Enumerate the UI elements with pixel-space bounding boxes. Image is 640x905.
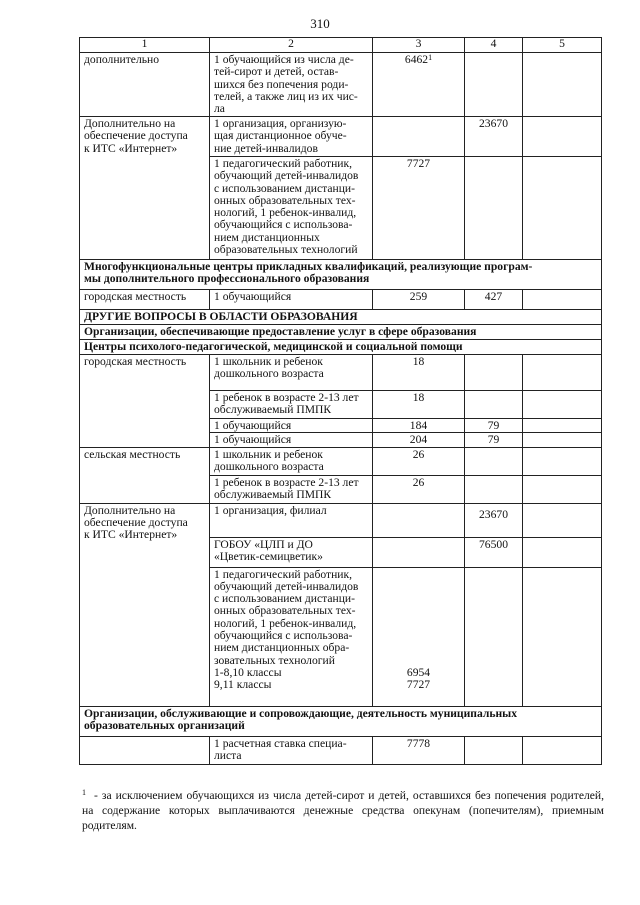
row-value-3 — [373, 117, 465, 157]
row-value-5 — [523, 290, 602, 310]
row-category — [80, 736, 210, 764]
row-category: городская местность — [80, 355, 210, 448]
table-row — [80, 53, 602, 117]
row-unit: 1 обучающийся — [210, 433, 373, 447]
row-value-4 — [465, 157, 523, 260]
row-value-4: 79 — [465, 419, 523, 433]
footnote-ref: 1 — [428, 53, 433, 62]
row-value-4 — [465, 567, 523, 706]
section-heading: Центры психолого-педагогической, медицинской и социальной помощи — [80, 340, 602, 355]
row-value-5 — [523, 736, 602, 764]
row-value-3: 18 — [373, 355, 465, 391]
row-unit: 1 педагогический работник, обучающий детей-инвалидов с использованием дистанци- онных образовательных тех- нологий, 1 ребенок-инвалид, обучающийся с использова- нием дистанционных образовательных технологий — [210, 157, 373, 260]
row-value-4 — [465, 53, 523, 117]
row-value-4 — [465, 355, 523, 391]
row-value-3: 184 — [373, 419, 465, 433]
table-row — [80, 447, 602, 475]
row-value-5 — [523, 537, 602, 567]
row-value-5 — [523, 447, 602, 475]
row-value-3: 26 — [373, 475, 465, 503]
row-value-4: 427 — [465, 290, 523, 310]
header-cell-1: 1 — [80, 38, 210, 53]
row-unit: 1 школьник и ребенок дошкольного возраста — [210, 447, 373, 475]
row-value-4 — [465, 447, 523, 475]
row-value-4: 23670 — [465, 503, 523, 537]
footnote-mark: 1 — [82, 788, 86, 797]
row-value-4 — [465, 391, 523, 419]
header-cell-3: 3 — [373, 38, 465, 53]
footnote-text: - за исключением обучающихся из числа детей-сирот и детей, оставшихся без попечения родителей, на содержание которых выплачиваются денежные средства опекунам (попечителям), приемным родителям. — [82, 789, 604, 832]
header-row — [80, 38, 602, 53]
row-value-4 — [465, 475, 523, 503]
row-value-3: 7727 — [373, 157, 465, 260]
row-unit: 1 обучающийся — [210, 290, 373, 310]
row-value-5 — [523, 433, 602, 447]
row-unit: 1 обучающийся из числа де- тей-сирот и детей, остав- шихся без попечения роди- телей, а также лиц из их чис- ла — [210, 53, 373, 117]
row-value-5 — [523, 475, 602, 503]
section-heading: Многофункциональные центры прикладных квалификаций, реализующие програм- мы дополнительного профессионального образования — [80, 260, 602, 290]
section-heading: ДРУГИЕ ВОПРОСЫ В ОБЛАСТИ ОБРАЗОВАНИЯ — [80, 310, 602, 325]
header-cell-4: 4 — [465, 38, 523, 53]
row-value-3: 26 — [373, 447, 465, 475]
row-unit: 1 педагогический работник, обучающий детей-инвалидов с использованием дистанци- онных образовательных тех- нологий, 1 ребенок-инвалид, обучающийся с использова- нием дистанционных обра- зовательных технологий 1-8,10 классы 9,11 классы — [210, 567, 373, 706]
row-value-5 — [523, 567, 602, 706]
row-category: городская местность — [80, 290, 210, 310]
value: 6462 — [404, 53, 429, 66]
header-cell-5: 5 — [523, 38, 602, 53]
section-row — [80, 340, 602, 355]
row-value-5 — [523, 117, 602, 157]
row-value-4: 76500 — [465, 537, 523, 567]
row-value-4: 23670 — [465, 117, 523, 157]
section-heading: Организации, обслуживающие и сопровождающие, деятельность муниципальных образовательных организаций — [80, 706, 602, 736]
row-unit: 1 обучающийся — [210, 419, 373, 433]
page-number: 310 — [310, 16, 330, 31]
row-unit: 1 ребенок в возрасте 2-13 лет обслуживаемый ПМПК — [210, 475, 373, 503]
row-category: дополнительно — [80, 53, 210, 117]
section-row — [80, 706, 602, 736]
header-cell-2: 2 — [210, 38, 373, 53]
row-value-5 — [523, 355, 602, 391]
row-unit: 1 расчетная ставка специа- листа — [210, 736, 373, 764]
row-value-3 — [373, 537, 465, 567]
table-row — [80, 503, 602, 537]
section-row — [80, 260, 602, 290]
row-value-3: 18 — [373, 391, 465, 419]
table-row — [80, 117, 602, 157]
row-value-3: 6954 7727 — [373, 567, 465, 706]
row-value-3 — [373, 53, 465, 117]
row-unit: 1 организация, филиал — [210, 503, 373, 537]
section-heading: Организации, обеспечивающие предоставление услуг в сфере образования — [80, 325, 602, 340]
row-unit: ГОБОУ «ЦЛП и ДО «Цветик-семицветик» — [210, 537, 373, 567]
row-value-5 — [523, 53, 602, 117]
footnote — [82, 788, 604, 833]
row-value-3 — [373, 503, 465, 537]
table-row — [80, 736, 602, 764]
row-unit: 1 школьник и ребенок дошкольного возраста — [210, 355, 373, 391]
row-value-5 — [523, 419, 602, 433]
row-unit: 1 ребенок в возрасте 2-13 лет обслуживаемый ПМПК — [210, 391, 373, 419]
row-category: Дополнительно на обеспечение доступа к ИТС «Интернет» — [80, 503, 210, 706]
row-value-3: 204 — [373, 433, 465, 447]
section-row — [80, 310, 602, 325]
row-category: сельская местность — [80, 447, 210, 503]
section-row — [80, 325, 602, 340]
row-value-3: 7778 — [373, 736, 465, 764]
budget-table — [79, 37, 602, 765]
row-value-4 — [465, 736, 523, 764]
row-value-5 — [523, 157, 602, 260]
table-row — [80, 355, 602, 391]
row-value-5 — [523, 391, 602, 419]
row-unit: 1 организация, организую- щая дистанционное обуче- ние детей-инвалидов — [210, 117, 373, 157]
row-value-4: 79 — [465, 433, 523, 447]
row-value-3: 259 — [373, 290, 465, 310]
row-category: Дополнительно на обеспечение доступа к ИТС «Интернет» — [80, 117, 210, 260]
table-row — [80, 290, 602, 310]
row-value-5 — [523, 503, 602, 537]
